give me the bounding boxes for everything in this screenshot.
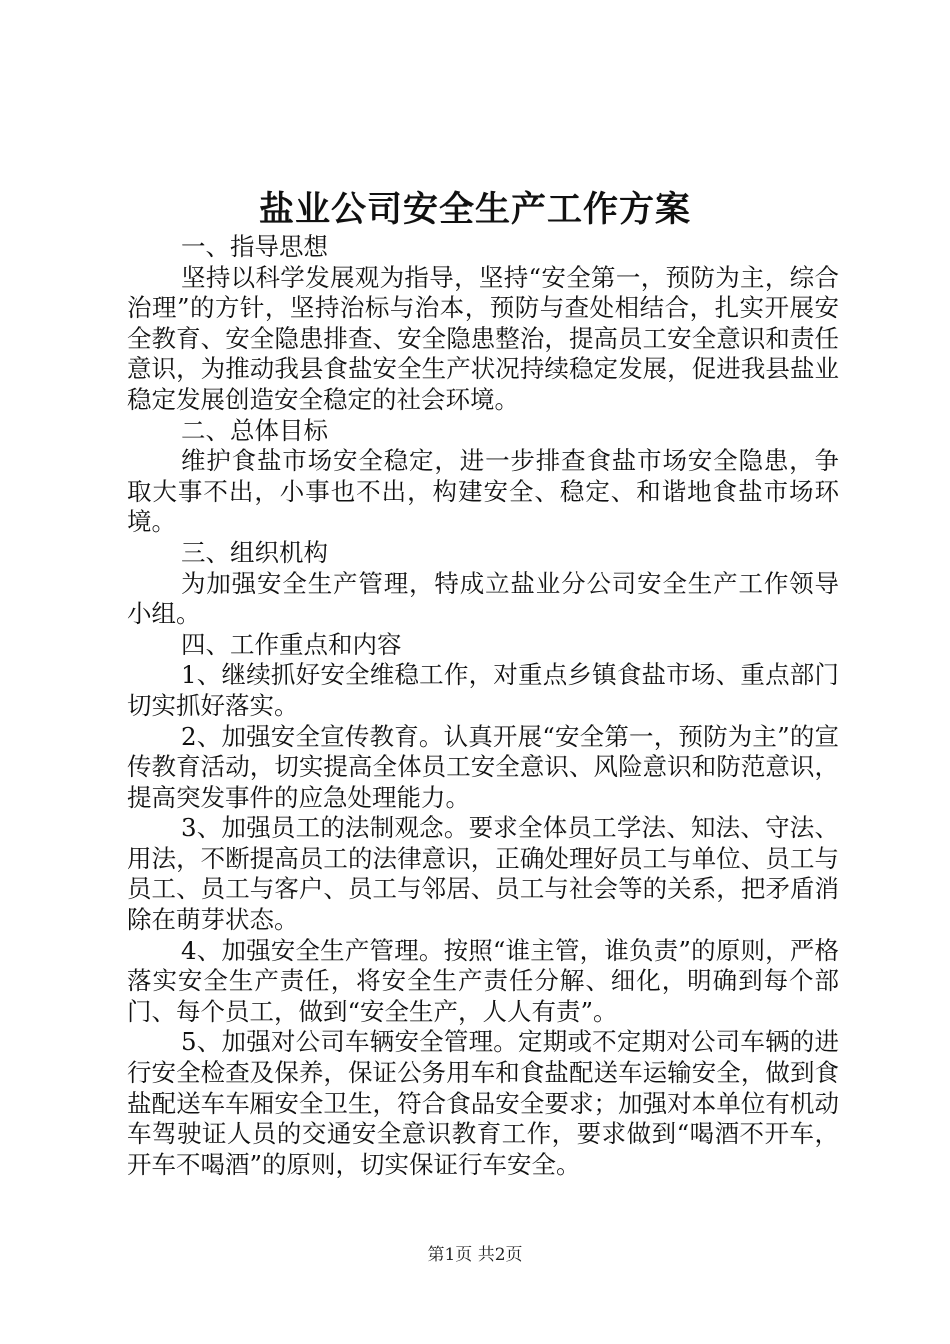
paragraph-guiding-ideology: 坚持以科学发展观为指导，坚持“安全第一，预防为主，综合治理”的方针，坚持治标与治本，预防与查处相结合，扎实开展安全教育、安全隐患排查、安全隐患整治，提高员工安全意识和责任意识，为推动我县食盐安全生产状况持续稳定发展，促进我县盐业稳定发展创造安全稳定的社会环境。 <box>127 262 839 414</box>
document-title: 盐业公司安全生产工作方案 <box>258 189 691 230</box>
section-heading-guiding-ideology: 一、指导思想 <box>181 232 328 261</box>
section-heading-organization: 三、组织机构 <box>181 537 328 567</box>
list-item-4: 4、加强安全生产管理。按照“谁主管，谁负责”的原则，严格落实安全生产责任，将安全生产责任分解、细化，明确到每个部门、每个员工，做到“安全生产，人人有责”。 <box>127 935 839 1026</box>
list-item-2: 2、加强安全宣传教育。认真开展“安全第一，预防为主”的宣传教育活动，切实提高全体员工安全意识、风险意识和防范意识，提高突发事件的应急处理能力。 <box>127 721 839 812</box>
list-item-3: 3、加强员工的法制观念。要求全体员工学法、知法、守法、用法，不断提高员工的法律意识，正确处理好员工与单位、员工与员工、员工与客户、员工与邻居、员工与社会等的关系，把矛盾消除在萌芽状态。 <box>127 813 839 935</box>
paragraph-overall-goal: 维护食盐市场安全稳定，进一步排查食盐市场安全隐患，争取大事不出，小事也不出，构建安全、稳定、和谐地食盐市场环境。 <box>127 446 839 537</box>
section-heading-key-work: 四、工作重点和内容 <box>181 629 402 659</box>
section-heading-overall-goal: 二、总体目标 <box>181 415 328 445</box>
paragraph-organization: 为加强安全生产管理，特成立盐业分公司安全生产工作领导小组。 <box>127 568 839 629</box>
list-item-5: 5、加强对公司车辆安全管理。定期或不定期对公司车辆的进行安全检查及保养，保证公务用车和食盐配送车运输安全，做到食盐配送车车厢安全卫生，符合食品安全要求；加强对本单位有机动车驾驶证人员的交通安全意识教育工作，要求做到“喝酒不开车，开车不喝酒”的原则，切实保证行车安全。 <box>127 1027 839 1179</box>
document-body <box>127 232 839 1180</box>
list-item-1: 1、继续抓好安全维稳工作，对重点乡镇食盐市场、重点部门切实抓好落实。 <box>127 660 839 720</box>
page-footer: 第1页 共2页 <box>427 1245 523 1265</box>
